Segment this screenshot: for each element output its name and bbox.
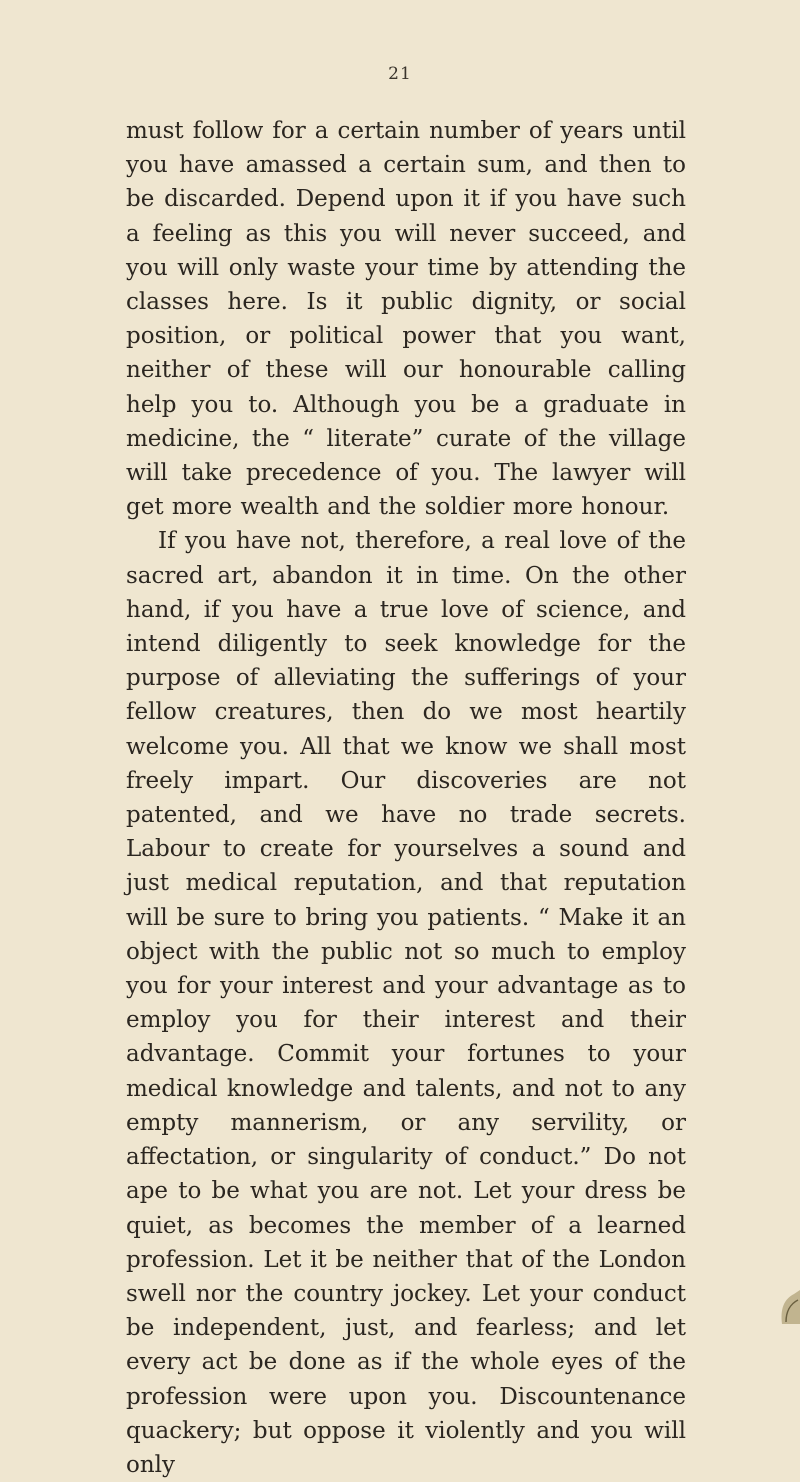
paragraph-1: must follow for a certain number of years until you have amassed a certain sum, and then to be discarded. Depend upon it if you have such a feeling as this you will never succeed, and you will only waste your time by attending the classes here. Is it public dignity, or social position, or political power that you want, neither of these will our honourable calling help you to. Although you be a graduate in medicine, the “ literate” curate of the village will take precedence of you. The lawyer will get more wealth and the soldier more honour. [126,118,686,521]
page-number: 21 [388,64,412,84]
page-corner-stain-icon [760,1254,800,1324]
paragraph-2: If you have not, therefore, a real love of the sacred art, abandon it in time. On the other hand, if you have a true love of science, and intend diligently to seek knowledge for the purpose of alleviating the sufferings of your fellow creatures, then do we most heartily welcome you. All that we know we shall most freely impart. Our discoveries are not patented, and we have no trade secrets. Labour to create for yourselves a sound and just medical reputation, and that reputation will be sure to bring you patients. “ Make it an object with the public not so much to employ you for your interest and your advantage as to employ you for their interest and their advantage. Commit your fortunes to your medical knowledge and talents, and not to any empty mannerism, or any servility, or affectation, or singularity of conduct.” Do not ape to be what you are not. Let your dress be quiet, as becomes the member of a learned profession. Let it be neither that of the London swell nor the country jockey. Let your conduct be independent, just, and fearless; and let every act be done as if the whole eyes of the profession were upon you. Discountenance quackery; but oppose it violently and you will only [126,528,686,1478]
body-text [126,114,686,1482]
